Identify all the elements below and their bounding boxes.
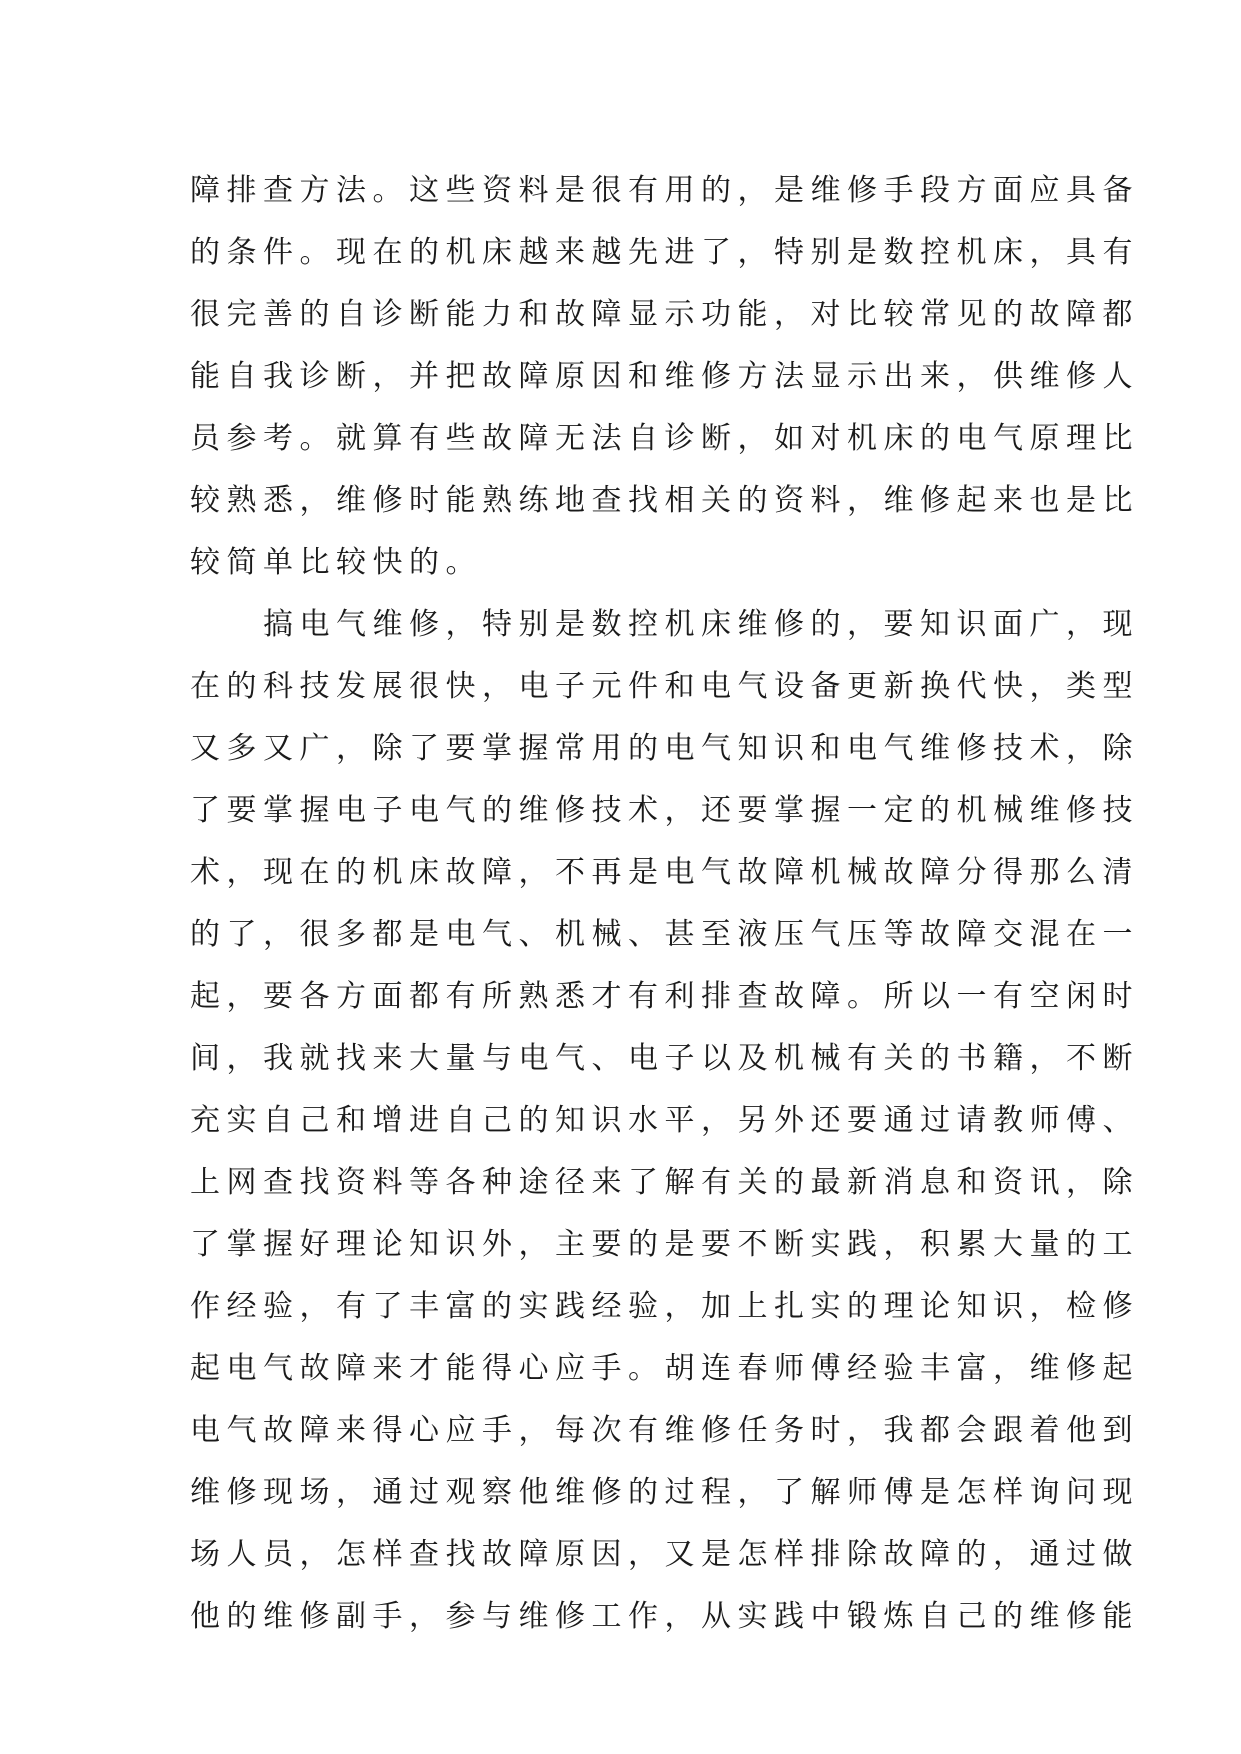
text-line: 起电气故障来才能得心应手。胡连春师傅经验丰富，维修起 <box>190 1351 1139 1386</box>
text-line: 的了，很多都是电气、机械、甚至液压气压等故障交混在一 <box>190 917 1139 952</box>
text-line: 了要掌握电子电气的维修技术，还要掌握一定的机械维修技 <box>190 793 1139 828</box>
text-line: 能自我诊断，并把故障原因和维修方法显示出来，供维修人 <box>190 359 1139 394</box>
text-line: 了掌握好理论知识外，主要的是要不断实践，积累大量的工 <box>190 1227 1139 1262</box>
text-line: 作经验，有了丰富的实践经验，加上扎实的理论知识，检修 <box>190 1289 1139 1324</box>
text-line: 障排查方法。这些资料是很有用的，是维修手段方面应具备 <box>190 173 1139 208</box>
text-line: 较熟悉，维修时能熟练地查找相关的资料，维修起来也是比 <box>190 483 1139 518</box>
text-line: 电气故障来得心应手，每次有维修任务时，我都会跟着他到 <box>190 1413 1139 1448</box>
text-line: 维修现场，通过观察他维修的过程，了解师傅是怎样询问现 <box>190 1475 1139 1510</box>
text-line: 起，要各方面都有所熟悉才有利排查故障。所以一有空闲时 <box>190 979 1139 1014</box>
text-line: 较简单比较快的。 <box>190 545 482 580</box>
text-line: 的条件。现在的机床越来越先进了，特别是数控机床，具有 <box>190 235 1139 270</box>
text-line: 间，我就找来大量与电气、电子以及机械有关的书籍，不断 <box>190 1041 1139 1076</box>
text-line: 他的维修副手，参与维修工作，从实践中锻炼自己的维修能 <box>190 1599 1139 1634</box>
text-line: 在的科技发展很快，电子元件和电气设备更新换代快，类型 <box>190 669 1139 704</box>
text-line: 搞电气维修，特别是数控机床维修的，要知识面广，现 <box>190 607 1139 642</box>
paragraph-1 <box>190 160 1139 594</box>
paragraph-2 <box>190 594 1139 1648</box>
text-line: 上网查找资料等各种途径来了解有关的最新消息和资讯，除 <box>190 1165 1139 1200</box>
text-line: 充实自己和增进自己的知识水平，另外还要通过请教师傅、 <box>190 1103 1139 1138</box>
body-text <box>190 160 1139 1648</box>
text-line: 员参考。就算有些故障无法自诊断，如对机床的电气原理比 <box>190 421 1139 456</box>
text-line: 场人员，怎样查找故障原因，又是怎样排除故障的，通过做 <box>190 1537 1139 1572</box>
text-line: 又多又广，除了要掌握常用的电气知识和电气维修技术，除 <box>190 731 1139 766</box>
text-line: 很完善的自诊断能力和故障显示功能，对比较常见的故障都 <box>190 297 1139 332</box>
text-line: 术，现在的机床故障，不再是电气故障机械故障分得那么清 <box>190 855 1139 890</box>
